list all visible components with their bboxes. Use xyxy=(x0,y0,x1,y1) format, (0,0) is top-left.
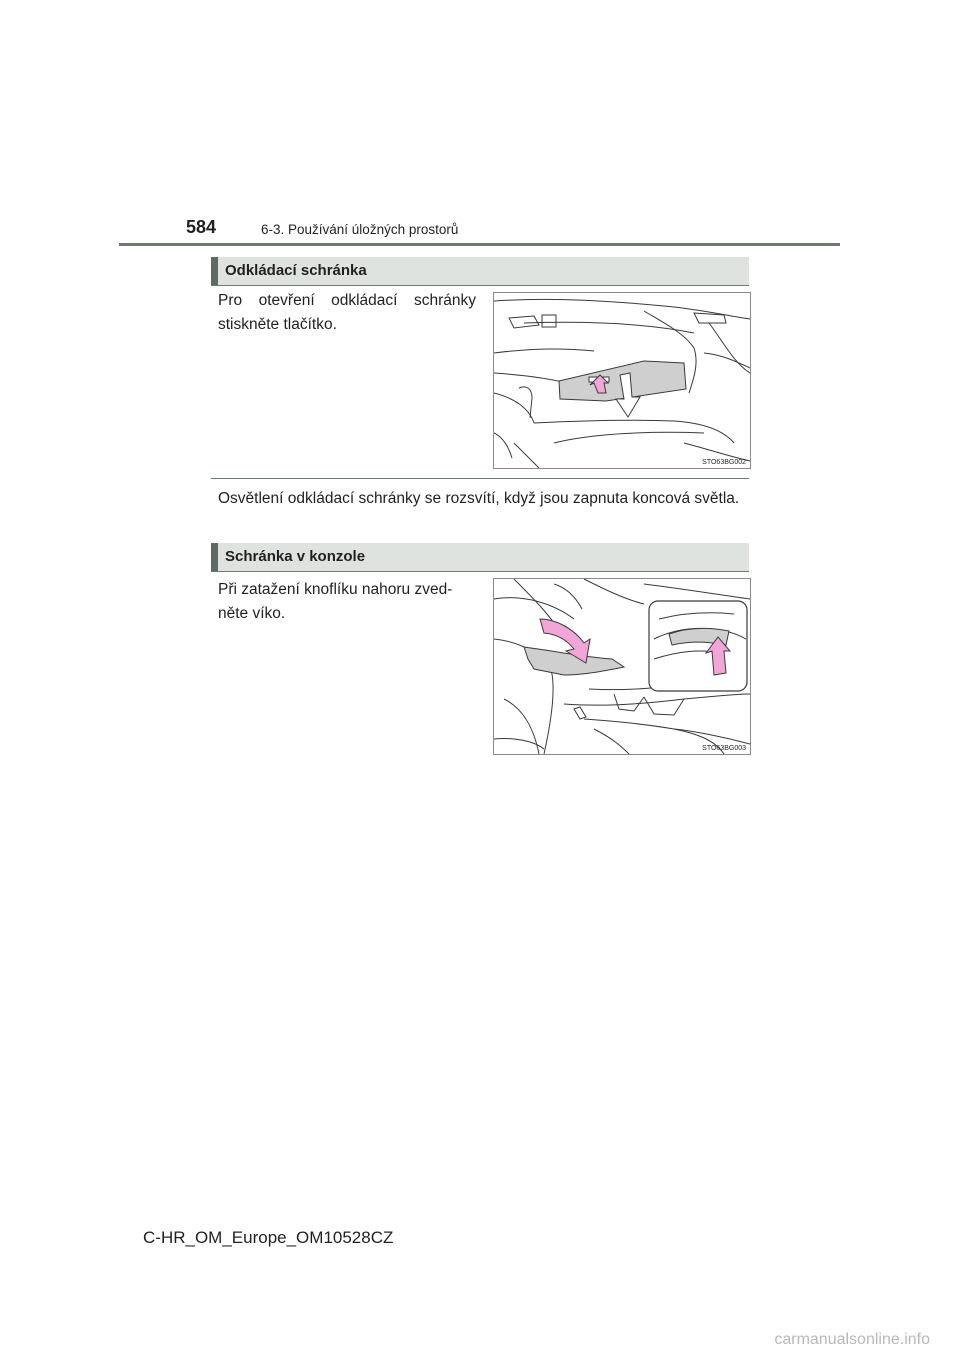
page-number: 584 xyxy=(186,217,217,237)
glove-box-figure xyxy=(493,292,751,469)
console-box-illustration xyxy=(494,579,750,754)
figure-code: STO63BG002 xyxy=(702,459,746,466)
heading-console-box xyxy=(211,543,749,572)
heading-text: Schránka v konzole xyxy=(225,548,366,565)
glove-box-illustration xyxy=(494,293,750,468)
glove-box-light-note: Osvětlení odkládací schránky se rozsvítí, když jsou zapnuta koncová světla. xyxy=(218,490,740,507)
heading-accent xyxy=(211,257,218,285)
heading-glove-box xyxy=(211,257,749,286)
console-box-instruction: Při zatažení knoflíku nahoru zved-něte víko. xyxy=(218,581,453,622)
console-box-figure xyxy=(493,578,751,755)
heading-text: Odkládací schránka xyxy=(225,262,367,279)
section-title: 6-3. Používání úložných prostorů xyxy=(261,222,459,237)
header-rule xyxy=(119,243,840,246)
figure-code: STO63BG003 xyxy=(702,745,746,752)
footer-document-code: C-HR_OM_Europe_OM10528CZ xyxy=(143,1228,394,1247)
watermark: carmanualsonline.info xyxy=(774,1331,930,1348)
heading-accent xyxy=(211,543,218,571)
section-divider xyxy=(211,478,749,479)
glove-box-instruction: Pro otevření odkládací schránky stiskněte tlačítko. xyxy=(218,292,476,333)
